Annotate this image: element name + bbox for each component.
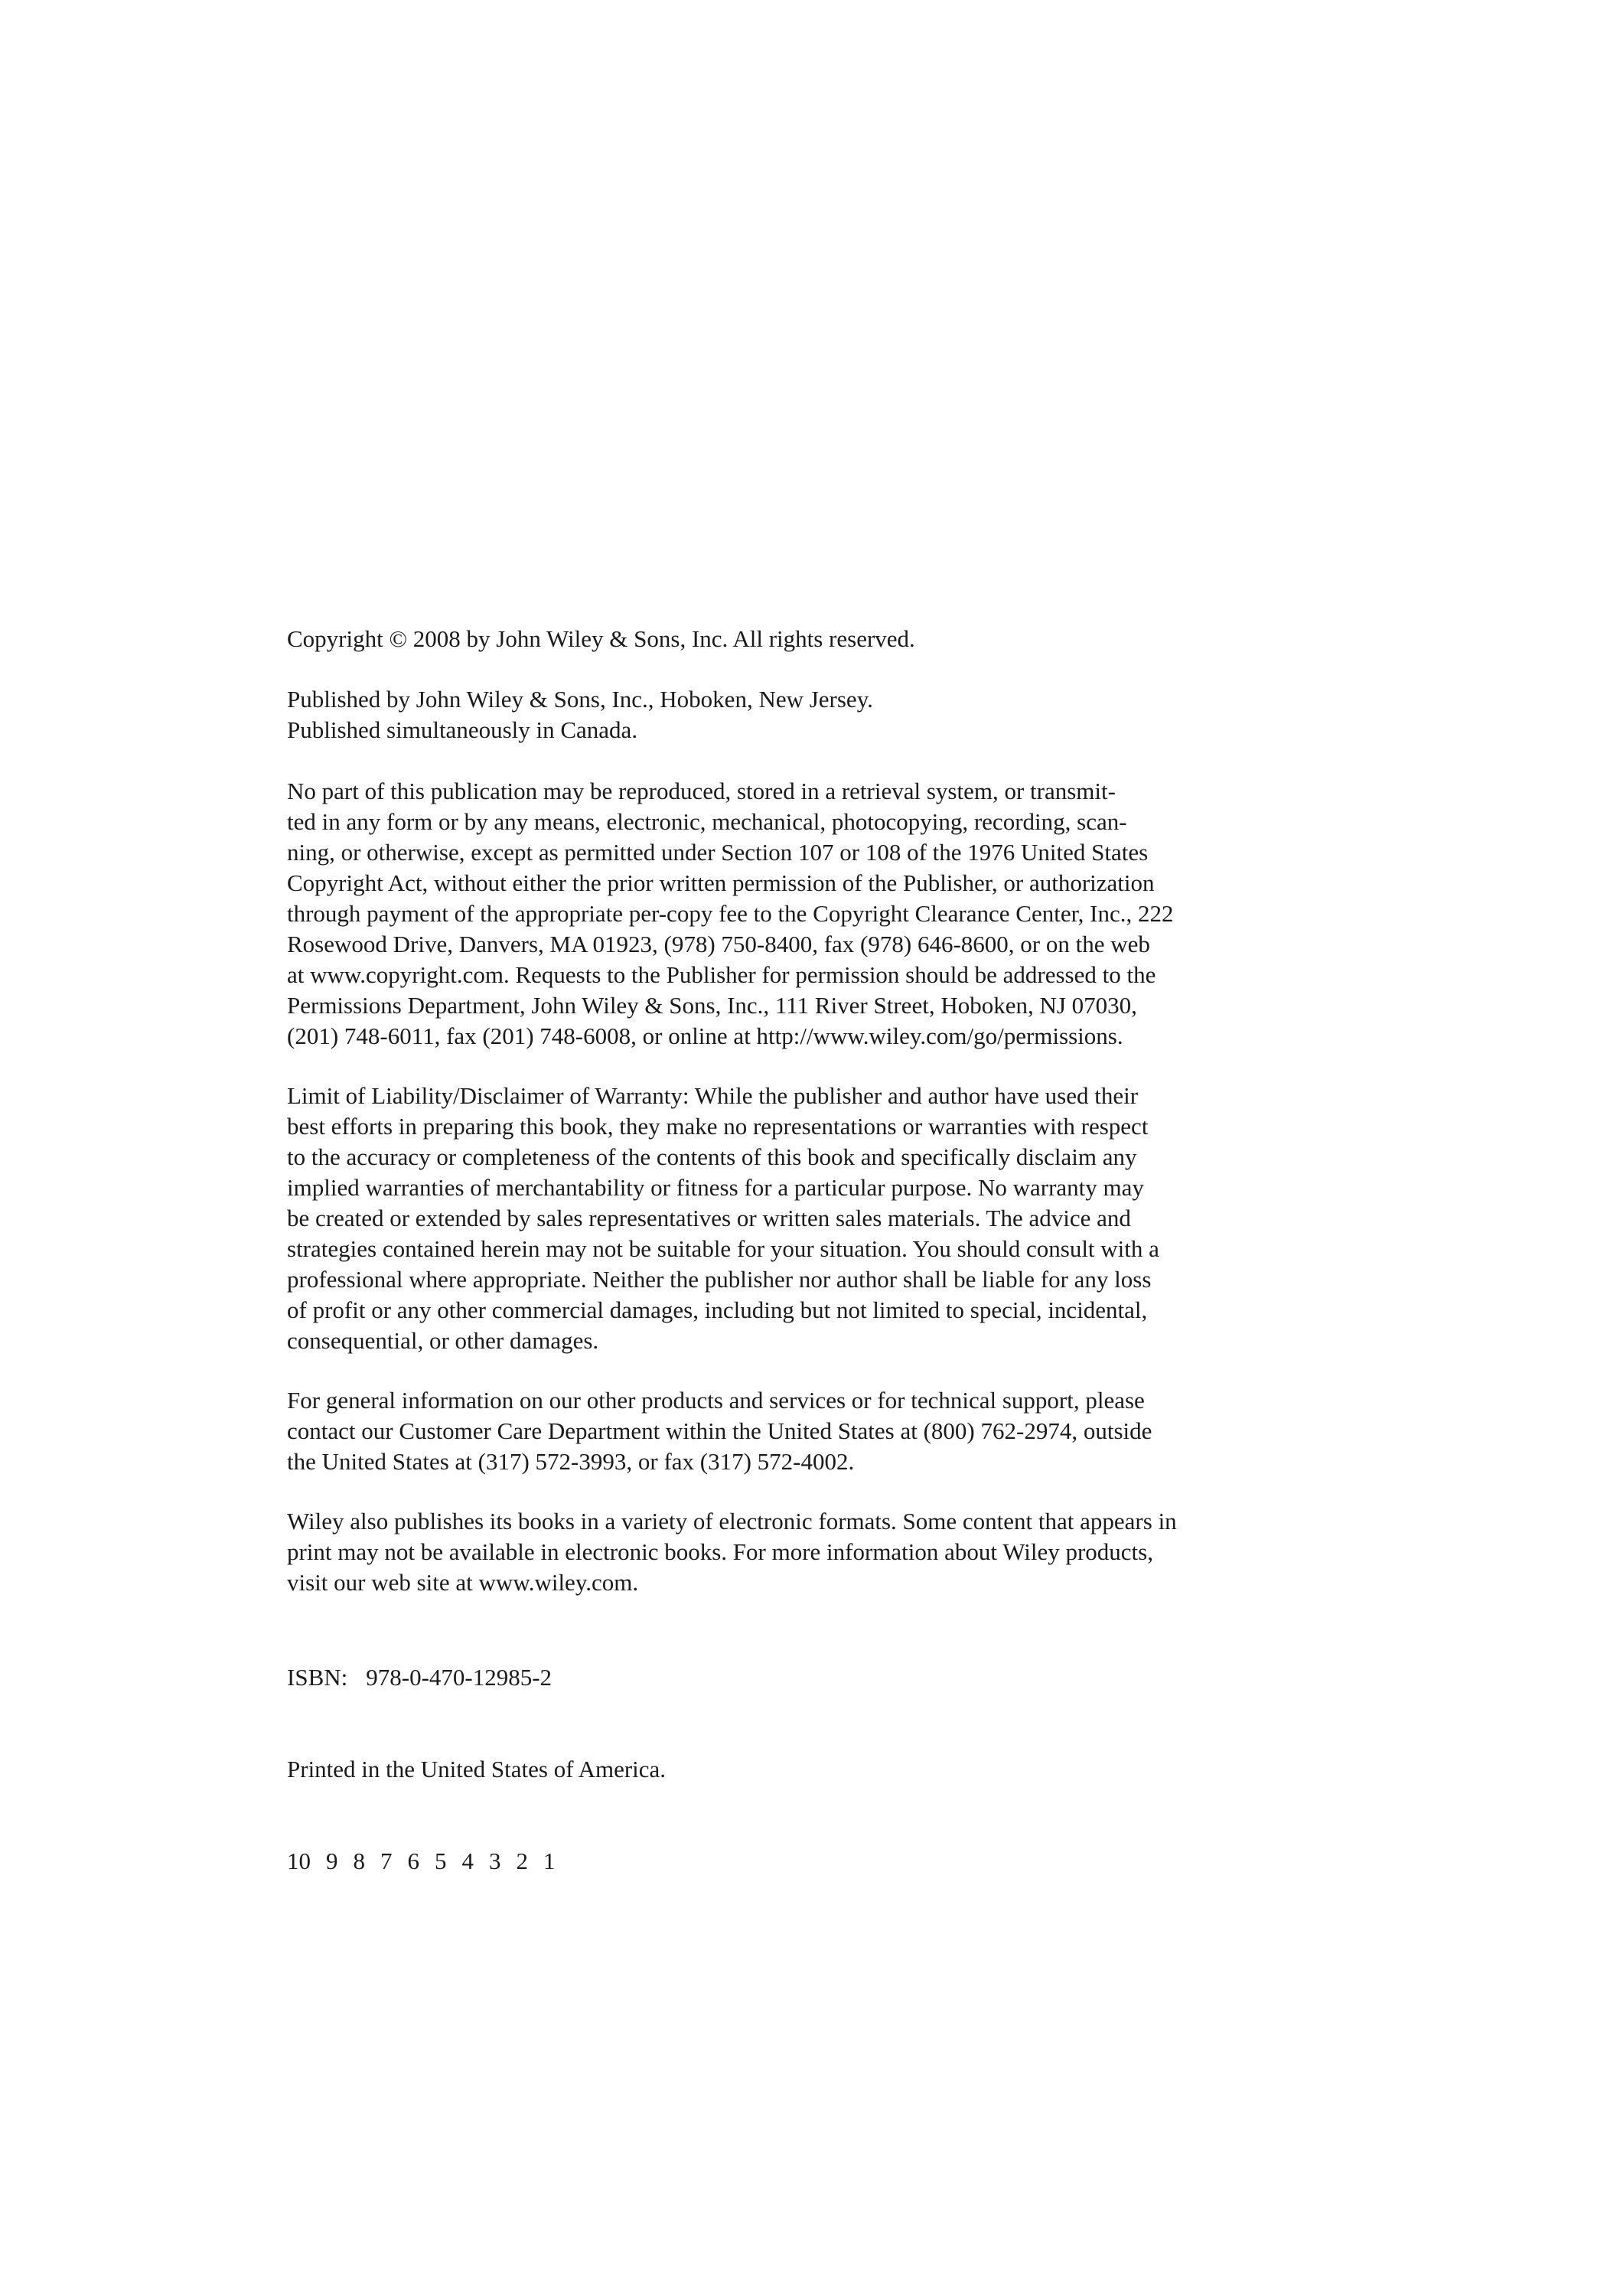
disclaimer-line: professional where appropriate. Neither the publisher nor author shall be liable for any loss — [287, 1266, 1152, 1293]
printed-in — [287, 1754, 1335, 1785]
publisher-statement — [287, 684, 1335, 745]
isbn-label: ISBN: — [287, 1664, 348, 1691]
permissions-line: (201) 748-6011, fax (201) 748-6008, or online at http://www.wiley.com/go/permissions. — [287, 1022, 1123, 1049]
disclaimer-line: of profit or any other commercial damages, including but not limited to special, incidental, — [287, 1296, 1148, 1323]
disclaimer-line: to the accuracy or completeness of the contents of this book and specifically disclaim any — [287, 1143, 1137, 1170]
support-line: the United States at (317) 572-3993, or fax (317) 572-4002. — [287, 1448, 855, 1475]
printer-key-number: 3 — [489, 1848, 501, 1874]
printer-key-number: 1 — [543, 1848, 556, 1874]
published-line: Published by John Wiley & Sons, Inc., Hoboken, New Jersey. — [287, 686, 873, 713]
permissions-line: ted in any form or by any means, electronic, mechanical, photocopying, recording, scan- — [287, 808, 1127, 835]
disclaimer-line: consequential, or other damages. — [287, 1327, 599, 1354]
printer-key-number: 6 — [407, 1848, 419, 1874]
disclaimer-line: best efforts in preparing this book, they make no representations or warranties with respect — [287, 1113, 1149, 1140]
electronic-line: print may not be available in electronic books. For more information about Wiley products, — [287, 1538, 1153, 1565]
printer-key-number: 10 — [287, 1848, 311, 1874]
permissions-line: Rosewood Drive, Danvers, MA 01923, (978) 750-8400, fax (978) 646-8600, or on the web — [287, 931, 1150, 957]
disclaimer-line: be created or extended by sales representatives or written sales materials. The advice and — [287, 1205, 1131, 1231]
published-line: Published simultaneously in Canada. — [287, 716, 638, 743]
printer-key-number: 9 — [326, 1848, 338, 1874]
support-line: contact our Customer Care Department within the United States at (800) 762-2974, outside — [287, 1417, 1152, 1444]
isbn-value: 978-0-470-12985-2 — [366, 1664, 553, 1691]
printed-line: Printed in the United States of America. — [287, 1756, 667, 1782]
permissions-line: Copyright Act, without either the prior written permission of the Publisher, or authorization — [287, 869, 1155, 896]
electronic-line: Wiley also publishes its books in a variety of electronic formats. Some content that appears in — [287, 1508, 1177, 1534]
support-paragraph — [287, 1385, 1335, 1477]
electronic-line: visit our web site at www.wiley.com. — [287, 1569, 639, 1596]
printer-key-number: 2 — [516, 1848, 528, 1874]
permissions-line: No part of this publication may be reproduced, stored in a retrieval system, or transmit- — [287, 778, 1116, 804]
copyright-notice — [287, 624, 1335, 654]
copyright-line: Copyright © 2008 by John Wiley & Sons, Inc. All rights reserved. — [287, 625, 915, 652]
disclaimer-line: implied warranties of merchantability or fitness for a particular purpose. No warranty may — [287, 1174, 1144, 1201]
printer-key-number: 4 — [461, 1848, 474, 1874]
disclaimer-paragraph — [287, 1081, 1335, 1356]
electronic-formats-paragraph — [287, 1506, 1335, 1598]
support-line: For general information on our other products and services or for technical support, please — [287, 1387, 1145, 1414]
isbn — [287, 1662, 1335, 1693]
disclaimer-line: Limit of Liability/Disclaimer of Warranty: While the publisher and author have used their — [287, 1082, 1139, 1109]
disclaimer-line: strategies contained herein may not be suitable for your situation. You should consult with a — [287, 1235, 1159, 1262]
permissions-line: ning, or otherwise, except as permitted under Section 107 or 108 of the 1976 United States — [287, 839, 1149, 866]
printer-key-number: 7 — [380, 1848, 393, 1874]
permissions-line: Permissions Department, John Wiley & Sons, Inc., 111 River Street, Hoboken, NJ 07030, — [287, 992, 1137, 1019]
printer-key-number: 5 — [435, 1848, 447, 1874]
printer-key-number: 8 — [353, 1848, 365, 1874]
printer-key-line — [287, 1846, 1335, 1877]
permissions-line: through payment of the appropriate per-copy fee to the Copyright Clearance Center, Inc., 222 — [287, 900, 1174, 927]
permissions-paragraph — [287, 776, 1335, 1052]
permissions-line: at www.copyright.com. Requests to the Publisher for permission should be addressed to the — [287, 961, 1156, 988]
